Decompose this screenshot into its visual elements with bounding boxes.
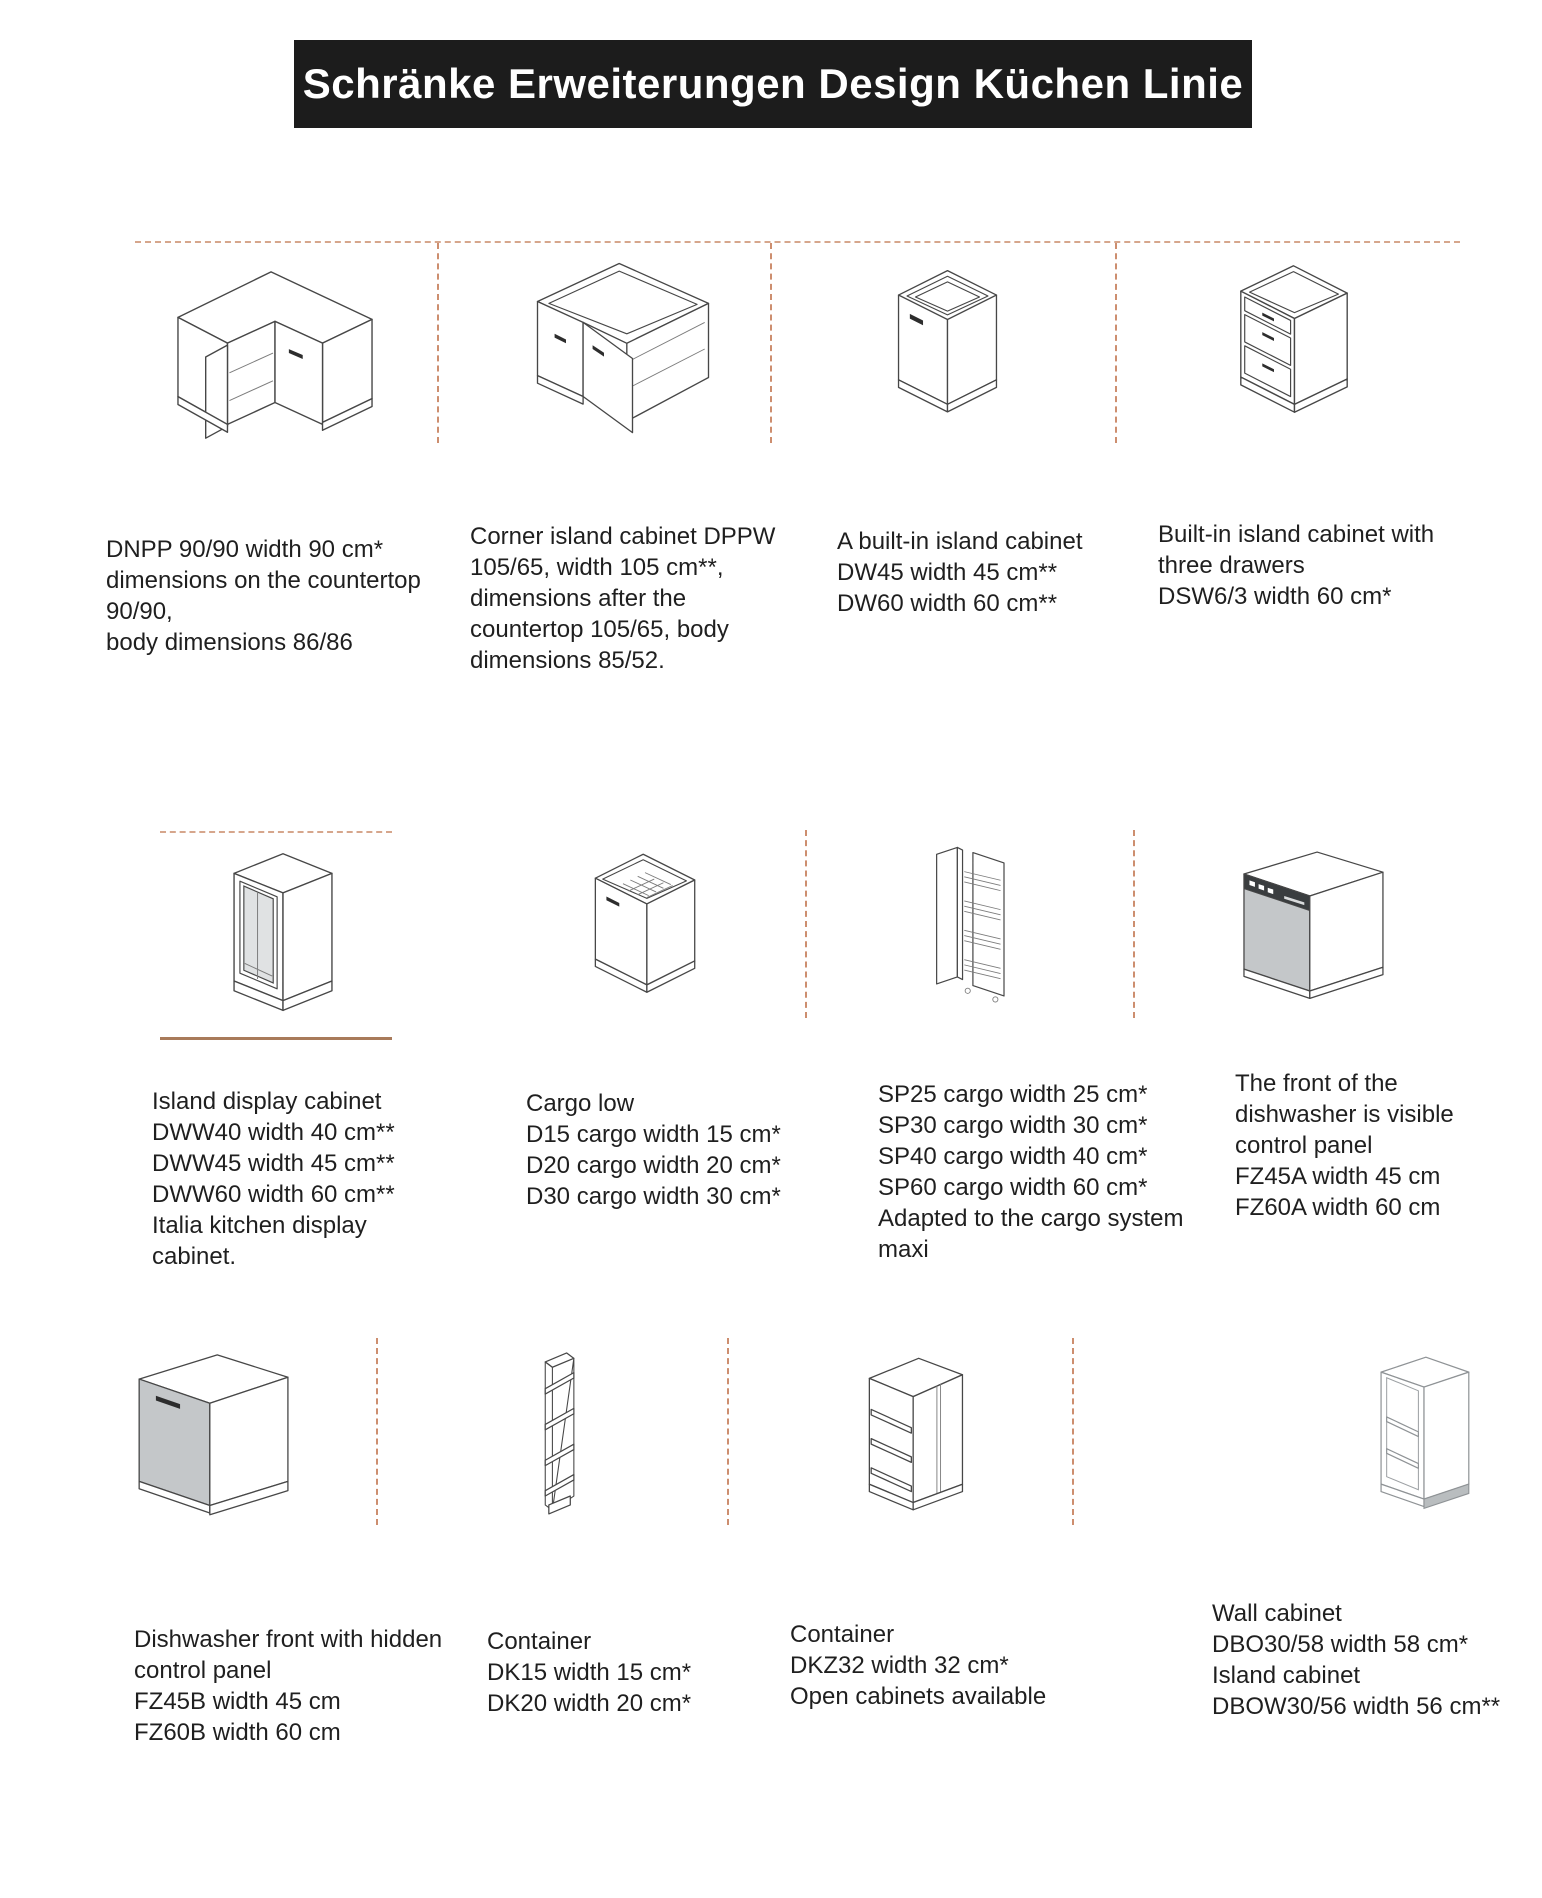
caption-line: SP40 cargo width 40 cm* [878, 1143, 1148, 1170]
page-title: Schränke Erweiterungen Design Küchen Linie [302, 60, 1244, 107]
caption-three-drawer-cabinet [1158, 519, 1434, 612]
caption-line: Island cabinet [1212, 1662, 1361, 1689]
caption-line: countertop 105/65, body [470, 616, 729, 643]
caption-line: three drawers [1158, 552, 1305, 579]
caption-dishwasher-hidden-panel [134, 1624, 442, 1748]
caption-line: DSW6/3 width 60 cm* [1158, 583, 1392, 610]
dishwasher-visible-panel-drawing [1233, 840, 1393, 1015]
caption-line: Container [487, 1628, 592, 1655]
caption-line: Corner island cabinet DPPW [470, 523, 776, 550]
caption-line: D15 cargo width 15 cm* [526, 1121, 781, 1148]
caption-line: Cargo low [526, 1090, 635, 1117]
row1-top-separator [135, 241, 1460, 243]
display-cabinet-underline [160, 1037, 392, 1040]
caption-line: The front of the [1235, 1070, 1398, 1097]
page-title-bar [294, 40, 1252, 128]
row1-column-separator [1115, 243, 1117, 443]
caption-line: DNPP 90/90 width 90 cm* [106, 536, 384, 563]
caption-container-dk [487, 1626, 691, 1719]
caption-line: D20 cargo width 20 cm* [526, 1152, 781, 1179]
caption-line: SP60 cargo width 60 cm* [878, 1174, 1148, 1201]
row2-column-separator [805, 830, 807, 1018]
caption-cargo-pullout [878, 1079, 1184, 1265]
caption-line: 105/65, width 105 cm**, [470, 554, 724, 581]
caption-line: Wall cabinet [1212, 1600, 1342, 1627]
caption-line: DW45 width 45 cm** [837, 559, 1058, 586]
container-divided-shelf-drawing [860, 1351, 970, 1529]
caption-line: SP25 cargo width 25 cm* [878, 1081, 1148, 1108]
caption-line: Italia kitchen display [152, 1212, 367, 1239]
corner-base-cabinet-drawing [166, 258, 384, 458]
caption-wall-cabinet [1212, 1598, 1500, 1722]
caption-line: DK20 width 20 cm* [487, 1690, 692, 1717]
caption-line: DW60 width 60 cm** [837, 590, 1058, 617]
row3-column-separator [1072, 1338, 1074, 1525]
caption-corner-base-cabinet [106, 534, 421, 658]
caption-line: Island display cabinet [152, 1088, 382, 1115]
caption-built-in-island-cabinet [837, 526, 1082, 619]
caption-line: control panel [1235, 1132, 1373, 1159]
caption-container-dkz [790, 1619, 1046, 1712]
caption-line: FZ60A width 60 cm [1235, 1194, 1441, 1221]
caption-line: dishwasher is visible [1235, 1101, 1454, 1128]
caption-line: maxi [878, 1236, 929, 1263]
caption-line: 90/90, [106, 598, 173, 625]
caption-line: FZ45B width 45 cm [134, 1688, 341, 1715]
caption-line: Built-in island cabinet with [1158, 521, 1435, 548]
caption-dishwasher-visible-panel [1235, 1068, 1454, 1223]
container-open-shelf-drawing [522, 1346, 598, 1528]
caption-line: FZ60B width 60 cm [134, 1719, 341, 1746]
caption-line: dimensions on the countertop [106, 567, 421, 594]
row3-column-separator [727, 1338, 729, 1525]
caption-line: DBOW30/56 width 56 cm** [1212, 1693, 1501, 1720]
caption-line: dimensions after the [470, 585, 687, 612]
caption-line: body dimensions 86/86 [106, 629, 353, 656]
island-display-cabinet-drawing [224, 842, 342, 1028]
caption-cargo-low [526, 1088, 781, 1212]
caption-line: Adapted to the cargo system [878, 1205, 1184, 1232]
caption-line: DWW45 width 45 cm** [152, 1150, 395, 1177]
caption-line: control panel [134, 1657, 272, 1684]
caption-line: Dishwasher front with hidden [134, 1626, 443, 1653]
caption-line: DWW60 width 60 cm** [152, 1181, 395, 1208]
caption-line: DKZ32 width 32 cm* [790, 1652, 1009, 1679]
row1-column-separator [770, 243, 772, 443]
caption-line: A built-in island cabinet [837, 528, 1083, 555]
corner-island-cabinet-drawing [528, 254, 718, 444]
row2-top-separator [160, 831, 392, 833]
row3-column-separator [376, 1338, 378, 1525]
caption-line: FZ45A width 45 cm [1235, 1163, 1441, 1190]
cargo-pullout-drawing [928, 834, 1023, 1012]
caption-line: SP30 cargo width 30 cm* [878, 1112, 1148, 1139]
three-drawer-cabinet-drawing [1233, 256, 1355, 422]
dishwasher-hidden-panel-drawing [128, 1341, 300, 1538]
caption-line: DWW40 width 40 cm** [152, 1119, 395, 1146]
caption-line: Open cabinets available [790, 1683, 1047, 1710]
built-in-island-cabinet-drawing [891, 261, 1004, 429]
wall-cabinet-drawing [1368, 1346, 1480, 1528]
caption-line: D30 cargo width 30 cm* [526, 1183, 781, 1210]
caption-corner-island-cabinet [470, 521, 775, 676]
row2-column-separator [1133, 830, 1135, 1018]
caption-line: Container [790, 1621, 895, 1648]
row1-column-separator [437, 243, 439, 443]
cargo-low-cabinet-drawing [588, 840, 703, 1012]
caption-island-display-cabinet [152, 1086, 395, 1272]
caption-line: DK15 width 15 cm* [487, 1659, 692, 1686]
caption-line: dimensions 85/52. [470, 647, 665, 674]
caption-line: DBO30/58 width 58 cm* [1212, 1631, 1469, 1658]
caption-line: cabinet. [152, 1243, 237, 1270]
